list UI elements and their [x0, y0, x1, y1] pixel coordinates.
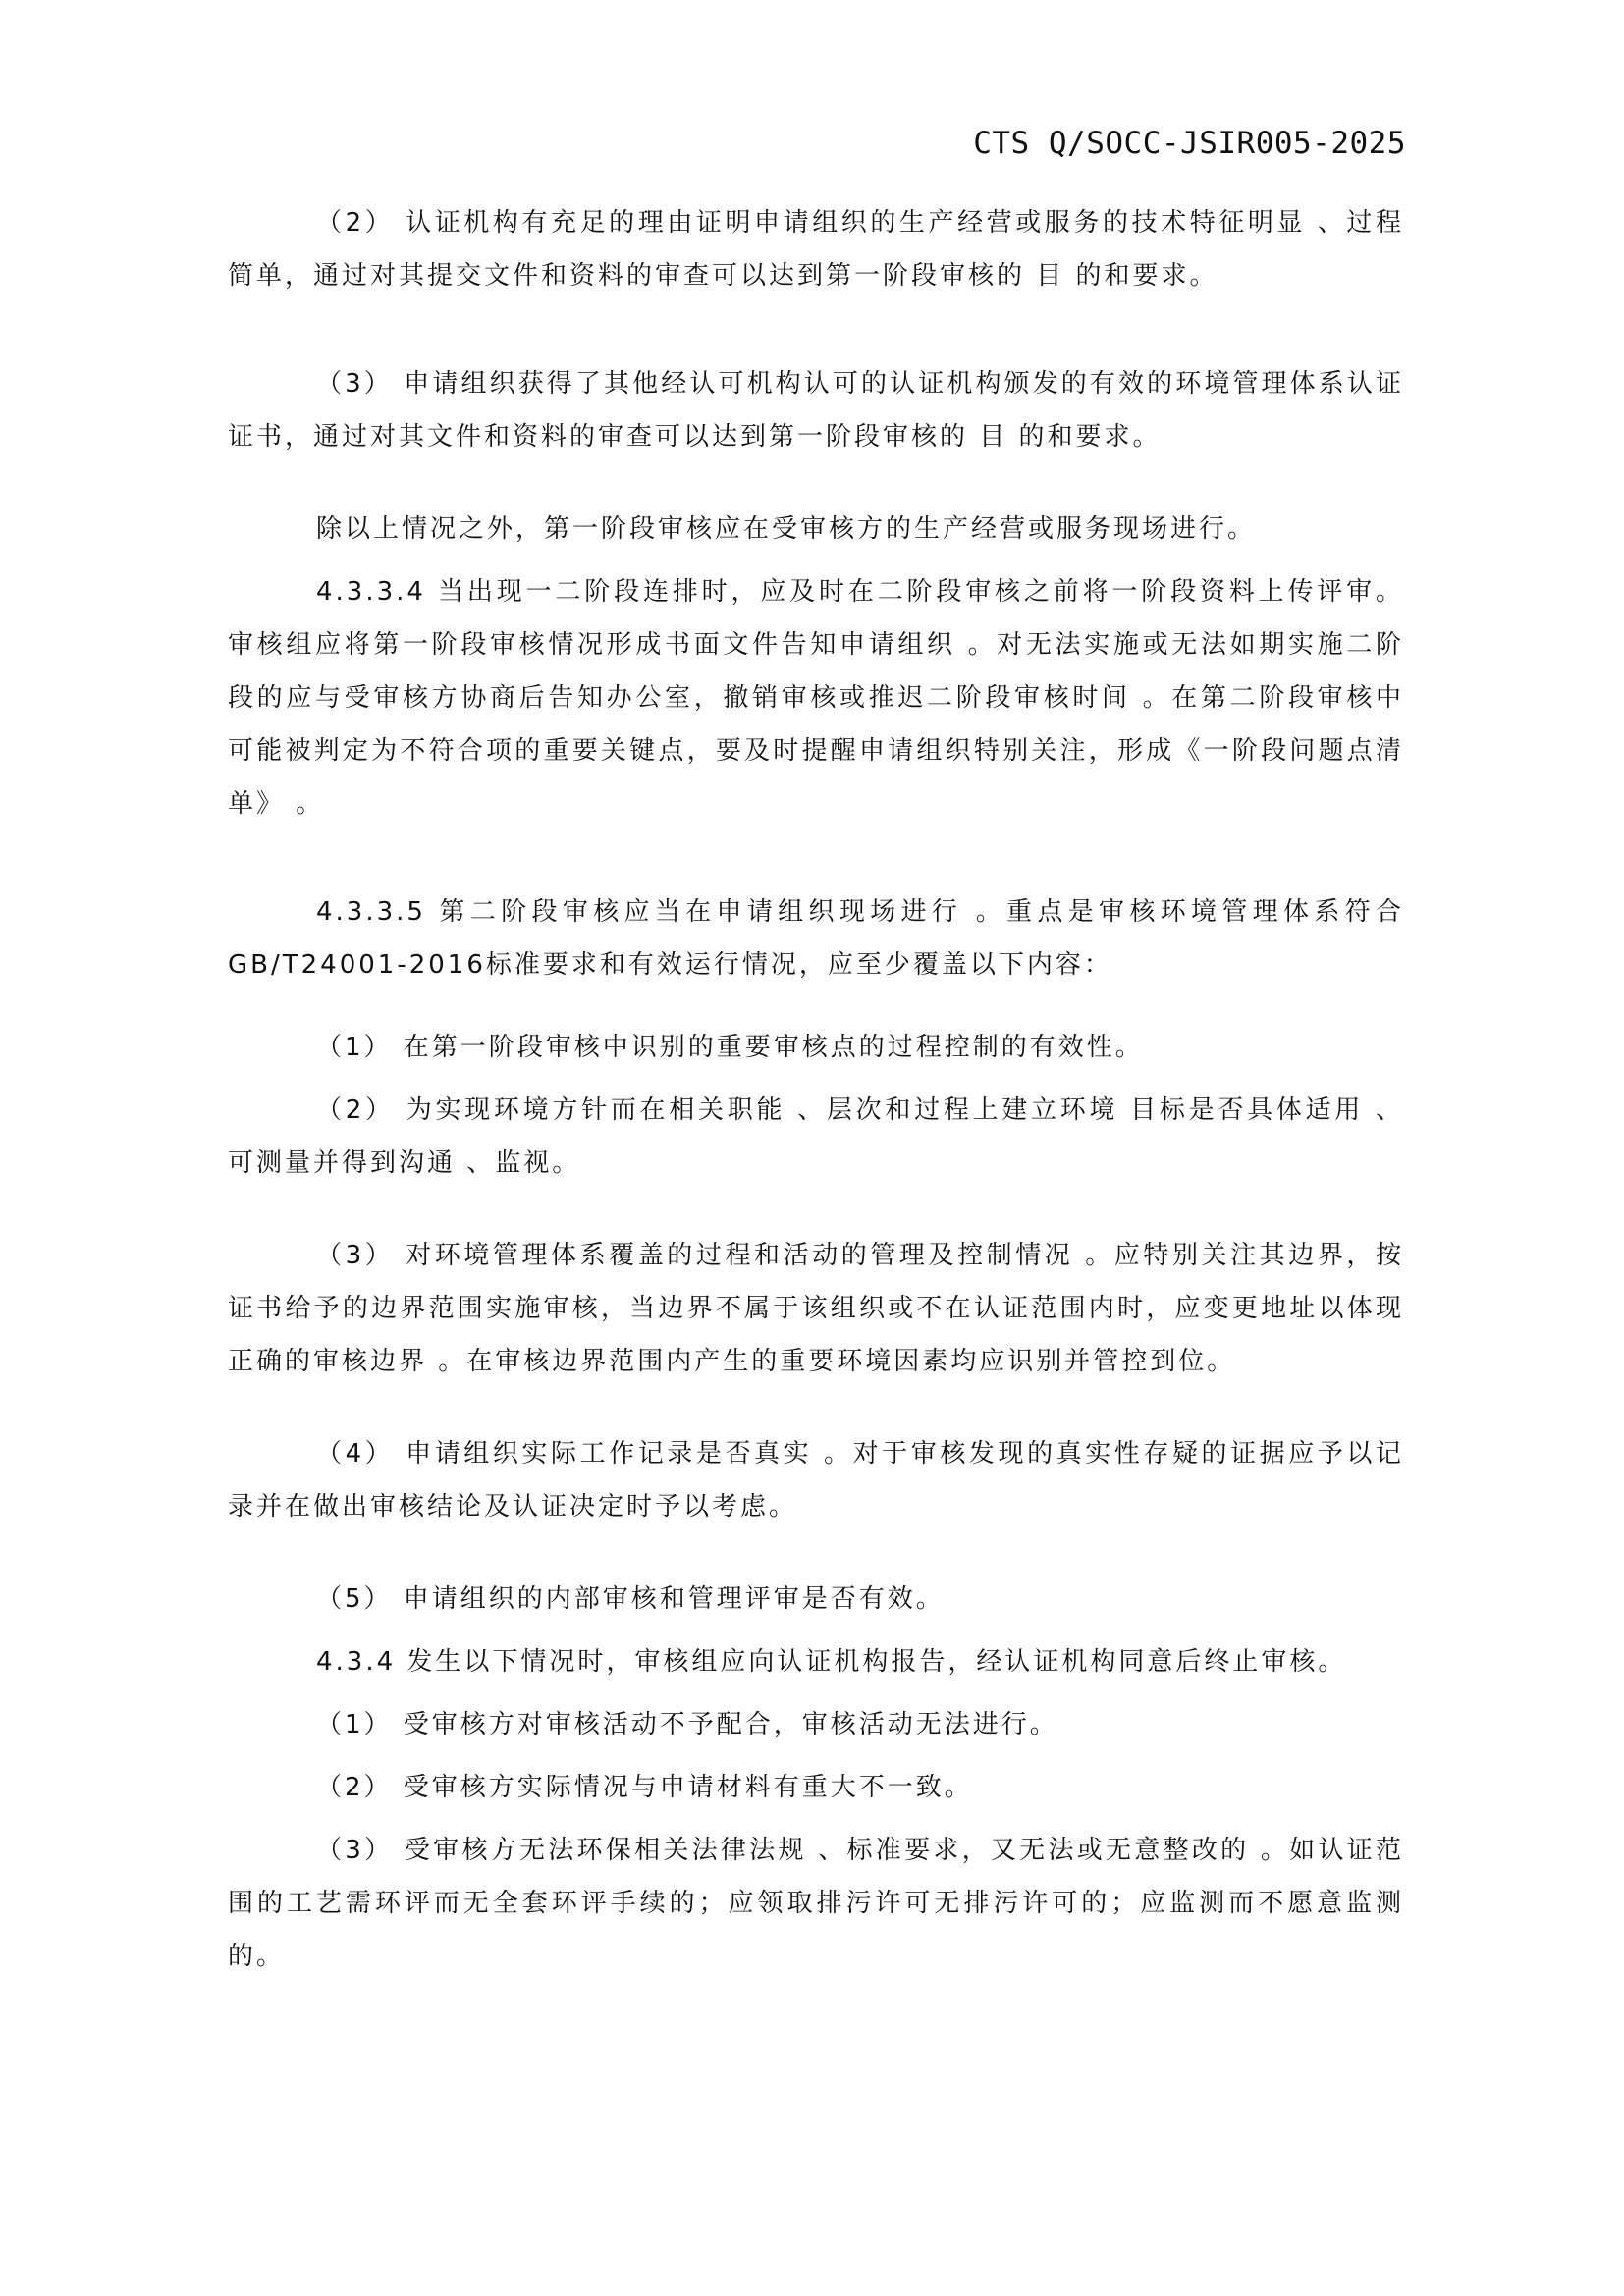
paragraph-4-3-4-item-1: （1） 受审核方对审核活动不予配合，审核活动无法进行。 [316, 1710, 1058, 1739]
paragraph-4-3-4-item-3: （3） 受审核方无法环保相关法律法规 、标准要求，又无法或无意整改的 。如认证范围的工艺需环评而无全套环评手续的；应领取排污许可无排污许可的；应监测而不愿意监测的。 [228, 1836, 1404, 1971]
paragraph-4-3-3-5-item-2: （2） 为实现环境方针而在相关职能 、层次和过程上建立环境 目标是否具体适用 、可测量并得到沟通 、监视。 [228, 1095, 1404, 1178]
paragraph-4-3-3-5-item-3: （3） 对环境管理体系覆盖的过程和活动的管理及控制情况 。应特别关注其边界，按证书给予的边界范围实施审核，当边界不属于该组织或不在认证范围内时，应变更地址以体现正确的审核边界 。在审核边界范围内产生的重要环境因素均应识别并管控到位。 [228, 1241, 1404, 1376]
paragraph-4-3-3-3-item-3: （3） 申请组织获得了其他经认可机构认可的认证机构颁发的有效的环境管理体系认证证书，通过对其文件和资料的审查可以达到第一阶段审核的 目 的和要求。 [228, 369, 1404, 452]
paragraph-4-3-3-5-item-5: （5） 申请组织的内部审核和管理评审是否有效。 [316, 1584, 945, 1614]
paragraph-4-3-3-5: 4.3.3.5 第二阶段审核应当在申请组织现场进行 。重点是审核环境管理体系符合GB/T24001-2016标准要求和有效运行情况，应至少覆盖以下内容： [228, 897, 1404, 980]
paragraph-4-3-4: 4.3.4 发生以下情况时，审核组应向认证机构报告，经认证机构同意后终止审核。 [316, 1647, 1347, 1677]
paragraph-4-3-4-item-2: （2） 受审核方实际情况与申请材料有重大不一致。 [316, 1773, 973, 1802]
document-body [228, 196, 1404, 1983]
paragraph-4-3-3-5-item-4: （4） 申请组织实际工作记录是否真实 。对于审核发现的真实性存疑的证据应予以记录并在做出审核结论及认证决定时予以考虑。 [228, 1439, 1404, 1522]
paragraph-4-3-3-4: 4.3.3.4 当出现一二阶段连排时，应及时在二阶段审核之前将一阶段资料上传评审。审核组应将第一阶段审核情况形成书面文件告知申请组织 。对无法实施或无法如期实施二阶段的应与受审核方协商后告知办公室，撤销审核或推迟二阶段审核时间 。在第二阶段审核中可能被判定为不符合项的重要关键点，要及时提醒申请组织特别关注，形成《一阶段问题点清单》 。 [228, 577, 1404, 819]
paragraph-other-cases: 除以上情况之外，第一阶段审核应在受审核方的生产经营或服务现场进行。 [316, 514, 1257, 544]
document-code-header: CTS Q/SOCC-JSIR005-2025 [973, 126, 1406, 161]
paragraph-4-3-3-3-item-2: （2） 认证机构有充足的理由证明申请组织的生产经营或服务的技术特征明显 、过程简单，通过对其提交文件和资料的审查可以达到第一阶段审核的 目 的和要求。 [228, 208, 1404, 291]
paragraph-4-3-3-5-item-1: （1） 在第一阶段审核中识别的重要审核点的过程控制的有效性。 [316, 1033, 1144, 1062]
